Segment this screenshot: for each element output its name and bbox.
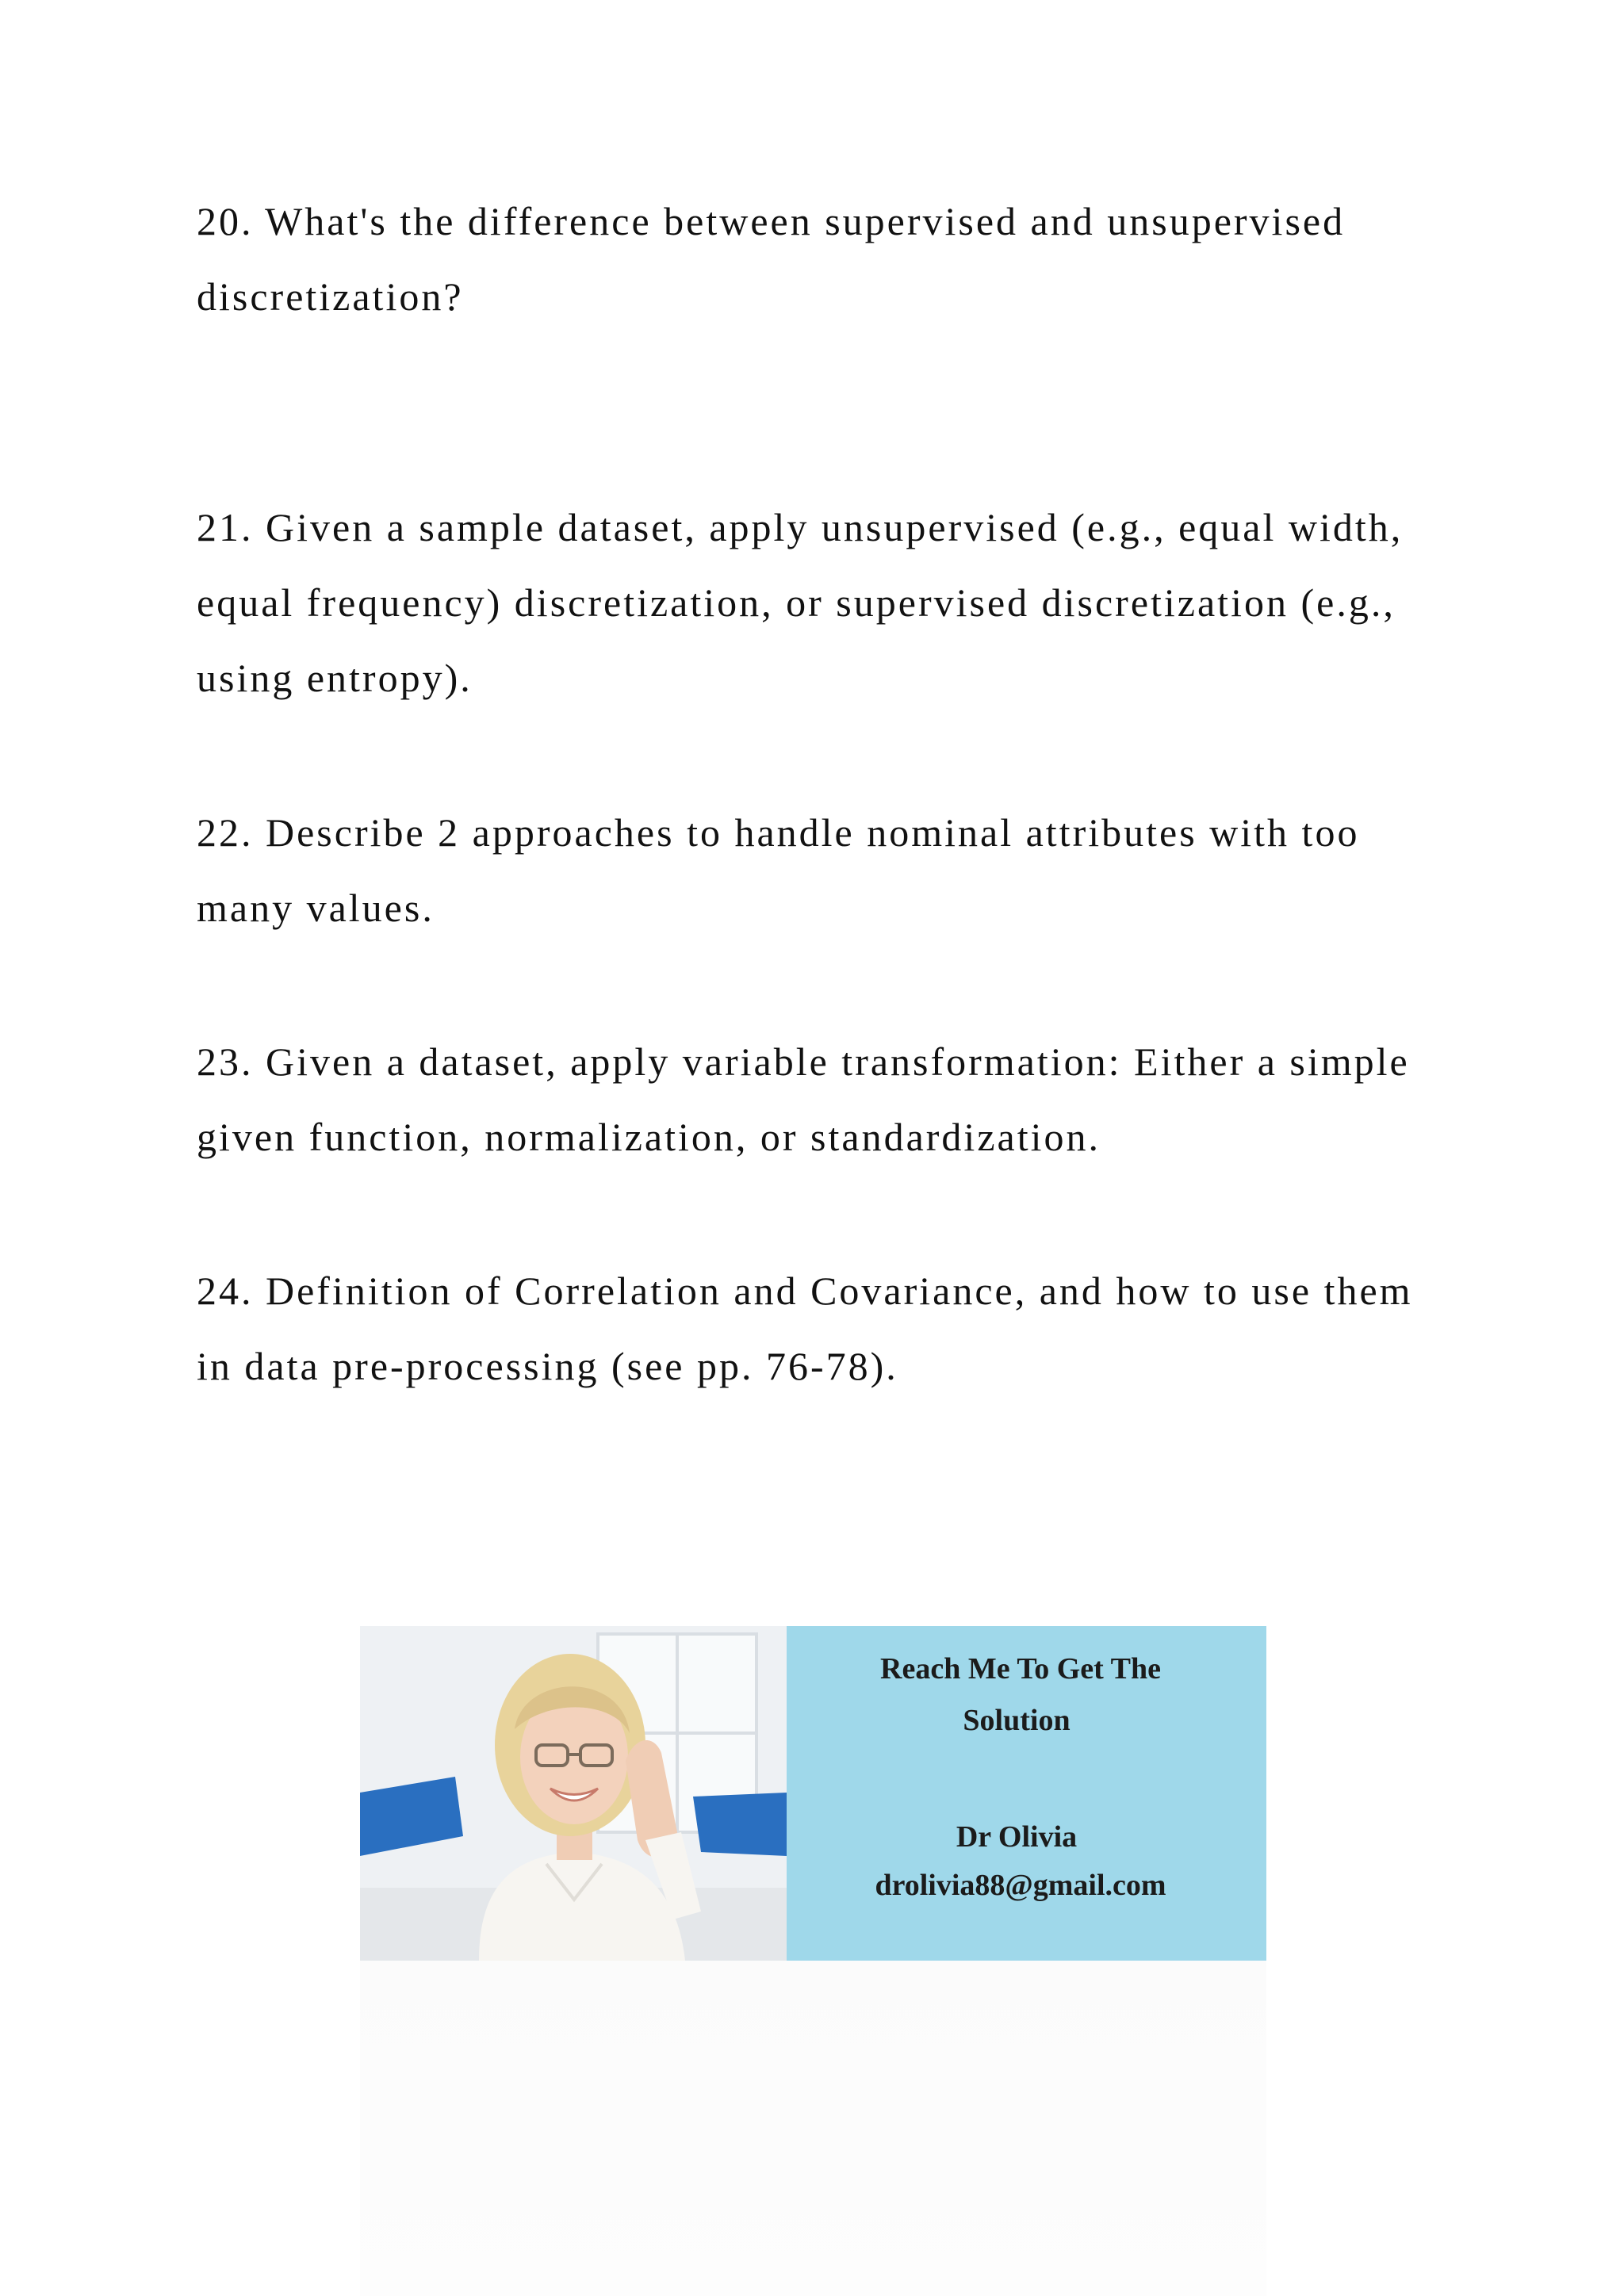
question-22: 22. Describe 2 approaches to handle nominal attributes with too many values. bbox=[197, 810, 1360, 930]
question-24: 24. Definition of Correlation and Covariance, and how to use them in data pre-processing (see pp. 76-78). bbox=[197, 1269, 1413, 1388]
contact-name: Dr Olivia bbox=[956, 1820, 1078, 1854]
question-21: 21. Given a sample dataset, apply unsupervised (e.g., equal width, equal frequency) discretization, or supervised discretization (e.g., using entropy). bbox=[197, 505, 1404, 700]
contact-email[interactable]: drolivia88@gmail.com bbox=[875, 1869, 1166, 1902]
contact-info-panel bbox=[787, 1626, 1266, 1961]
woman-portrait-illustration bbox=[360, 1626, 787, 1961]
banner-heading-line2: Solution bbox=[963, 1704, 1071, 1737]
portrait-photo bbox=[360, 1626, 787, 1961]
banner-shadow-area bbox=[360, 1961, 1266, 2296]
banner-heading-line1: Reach Me To Get The bbox=[880, 1652, 1161, 1686]
contact-banner bbox=[360, 1626, 1266, 1961]
question-23: 23. Given a dataset, apply variable transformation: Either a simple given function, normalization, or standardization. bbox=[197, 1039, 1410, 1159]
question-20: 20. What's the difference between supervised and unsupervised discretization? bbox=[197, 199, 1346, 319]
